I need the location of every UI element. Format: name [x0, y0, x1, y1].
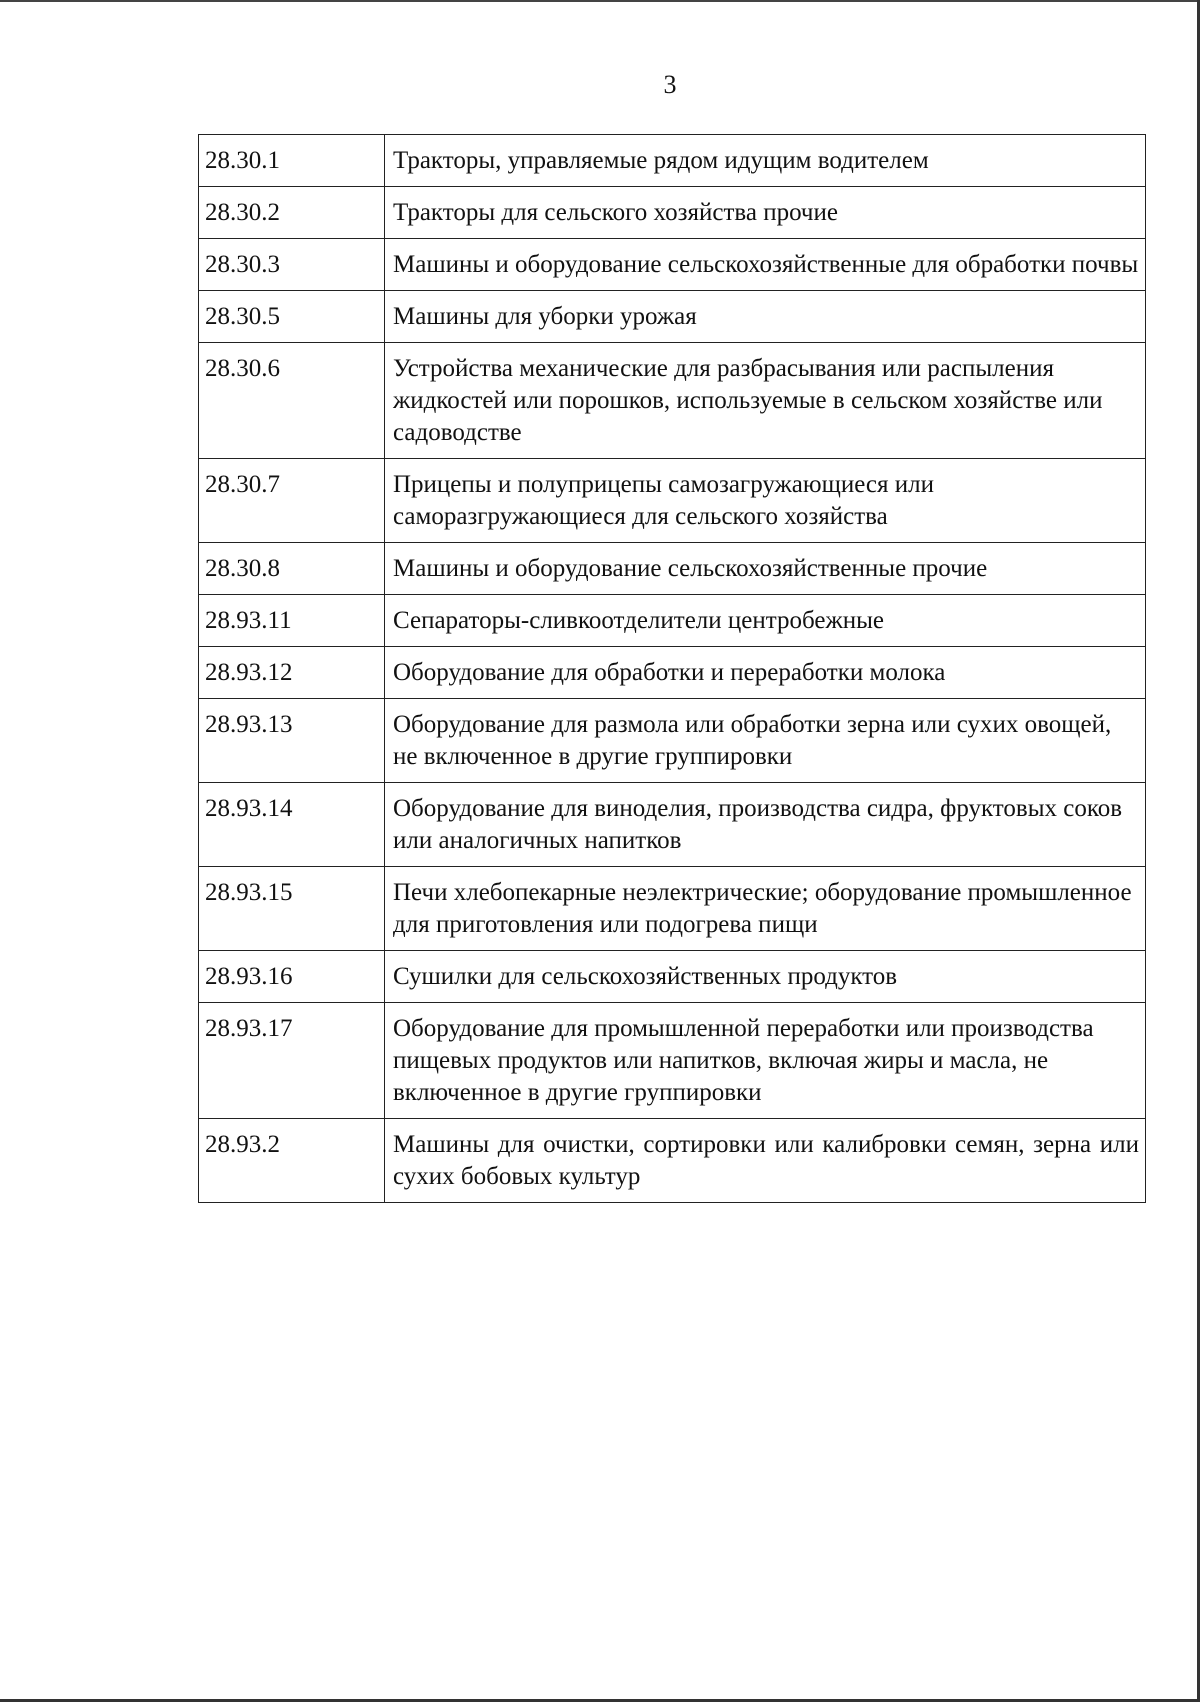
code-cell: 28.30.5 [199, 291, 385, 343]
description-cell: Тракторы, управляемые рядом идущим водителем [385, 135, 1146, 187]
description-cell: Оборудование для размола или обработки зерна или сухих овощей, не включенное в другие группировки [385, 699, 1146, 783]
description-cell: Машины для уборки урожая [385, 291, 1146, 343]
table-row [199, 459, 1146, 543]
code-cell: 28.93.12 [199, 647, 385, 699]
table-row [199, 1003, 1146, 1119]
code-cell: 28.93.13 [199, 699, 385, 783]
code-cell: 28.30.1 [199, 135, 385, 187]
table-row [199, 699, 1146, 783]
table-row [199, 543, 1146, 595]
table-row [199, 647, 1146, 699]
description-cell: Сушилки для сельскохозяйственных продуктов [385, 951, 1146, 1003]
description-cell: Тракторы для сельского хозяйства прочие [385, 187, 1146, 239]
table-row [199, 595, 1146, 647]
code-cell: 28.93.15 [199, 867, 385, 951]
page-number: 3 [663, 70, 677, 99]
description-cell: Машины и оборудование сельскохозяйственные для обработки почвы [385, 239, 1146, 291]
description-cell: Машины для очистки, сортировки или калибровки семян, зерна или сухих бобовых культур [385, 1119, 1146, 1203]
code-cell: 28.30.6 [199, 343, 385, 459]
codes-table [198, 134, 1146, 1203]
code-cell: 28.30.7 [199, 459, 385, 543]
description-cell: Устройства механические для разбрасывания или распыления жидкостей или порошков, используемые в сельском хозяйстве или садоводстве [385, 343, 1146, 459]
table-row [199, 291, 1146, 343]
description-cell: Прицепы и полуприцепы самозагружающиеся или саморазгружающиеся для сельского хозяйства [385, 459, 1146, 543]
table-row [199, 239, 1146, 291]
table-row [199, 783, 1146, 867]
code-cell: 28.93.14 [199, 783, 385, 867]
code-cell: 28.30.8 [199, 543, 385, 595]
description-cell: Оборудование для промышленной переработки или производства пищевых продуктов или напитков, включая жиры и масла, не включенное в другие группировки [385, 1003, 1146, 1119]
description-cell: Оборудование для виноделия, производства сидра, фруктовых соков или аналогичных напитков [385, 783, 1146, 867]
code-cell: 28.30.3 [199, 239, 385, 291]
table-row [199, 867, 1146, 951]
code-cell: 28.93.11 [199, 595, 385, 647]
description-cell: Машины и оборудование сельскохозяйственные прочие [385, 543, 1146, 595]
code-cell: 28.93.2 [199, 1119, 385, 1203]
table-row [199, 135, 1146, 187]
description-cell: Печи хлебопекарные неэлектрические; оборудование промышленное для приготовления или подогрева пищи [385, 867, 1146, 951]
table-row [199, 187, 1146, 239]
code-cell: 28.93.17 [199, 1003, 385, 1119]
table-row [199, 1119, 1146, 1203]
scan-edge-top [0, 0, 1200, 2]
table-row [199, 343, 1146, 459]
codes-table-body [199, 135, 1146, 1203]
code-cell: 28.30.2 [199, 187, 385, 239]
description-cell: Оборудование для обработки и переработки молока [385, 647, 1146, 699]
table-row [199, 951, 1146, 1003]
description-cell: Сепараторы-сливкоотделители центробежные [385, 595, 1146, 647]
code-cell: 28.93.16 [199, 951, 385, 1003]
